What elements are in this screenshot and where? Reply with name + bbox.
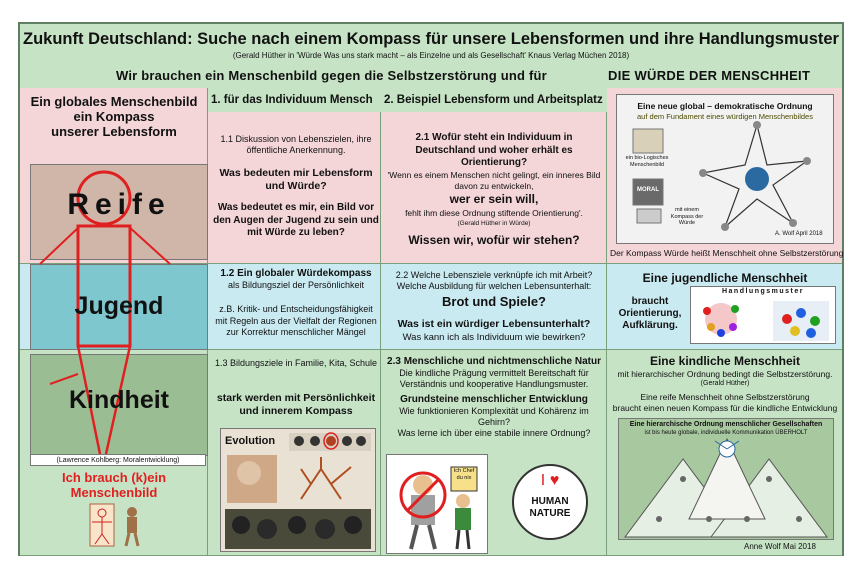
col1-slogan: [20, 470, 208, 500]
badge-line2: NATURE: [529, 508, 571, 519]
tagline-right: DIE WÜRDE DER MENSCHHEIT: [608, 68, 811, 83]
compass-star-illustration: [617, 95, 833, 243]
col3-r2-q1b: Welche Ausbildung für welchen Lebensunterhalt:: [396, 281, 592, 291]
evolution-image: [220, 428, 376, 552]
kohlberg-credit: (Lawrence Kohlberg: Moralentwicklung): [30, 454, 206, 466]
col4-r2-title: Eine jugendliche Menschheit: [642, 271, 808, 285]
col2-r1-sub: 1.1 Diskussion von Lebenszielen, ihre öffentliche Anerkennung.: [220, 134, 372, 155]
hierarchy-diagram: [618, 418, 834, 540]
col1-heading: [20, 94, 208, 139]
evolution-illustration: [221, 429, 375, 551]
col3-r3-q1: Wie funktionieren Komplexität und Kohärenz im Gehirn?: [399, 406, 589, 427]
evolution-label: Evolution: [225, 435, 276, 447]
heart-icon: I ♥: [540, 472, 560, 489]
compass-signature: A. Wolf April 2018: [775, 231, 823, 237]
stage-label-kindheit: Kindheit: [69, 386, 169, 414]
col3-r2-q2: Was ist ein würdiger Lebensunterhalt?: [397, 318, 591, 330]
col3-r1-quote1: 'Wenn es einem Menschen nicht gelingt, ein inneres Bild davon zu entwickeln,: [387, 170, 601, 191]
col1-heading-line3: unserer Lebensform: [51, 124, 177, 139]
col3-r3-heading: 2.3 Menschliche und nichtmenschliche Natur: [387, 356, 601, 367]
col3-r2-q1: 2.2 Welche Lebensziele verknüpfe ich mit Arbeit?: [395, 270, 593, 280]
col3-r3-q2: Was lerne ich über eine stabile innere Ordnung?: [397, 428, 591, 438]
figure-arms: [40, 226, 170, 264]
poster-title: Zukunft Deutschland: Suche nach einem Kompass für unsere Lebensformen und ihre Handlungsmuster: [23, 30, 839, 48]
compass-caption: Der Kompass Würde heißt Menschheit ohne Selbstzerstörung: [610, 248, 844, 258]
col3-r3-text: Die kindliche Prägung vermittelt Bereitschaft für Verständnis und kooperative Handlungsmuster.: [399, 368, 589, 389]
stage-label-jugend: Jugend: [74, 292, 164, 320]
poster-subtitle: (Gerald Hüther in 'Würde Was uns stark macht – als Einzelne und als Gesellschaft' Knaus Verlag Müchen 2018): [232, 51, 630, 60]
col4-r3-text2: Eine reife Menschheit ohne Selbstzerstörung: [640, 392, 810, 402]
tagline-left: Wir brauchen ein Menschenbild gegen die Selbstzerstörung und für: [116, 68, 547, 83]
human-nature-badge: [512, 464, 588, 540]
handlungsmuster-label: Handlungsmuster: [721, 288, 804, 295]
col3-r2-big: Brot und Spiele?: [442, 294, 546, 309]
compass-label-b: mit einem Kompass der Würde: [670, 207, 704, 226]
compass-diagram: [616, 94, 834, 244]
cartoon-sign-text: Ich Chef du nix: [453, 468, 475, 481]
col3-r1-quote3: fehlt ihm diese Ordnung stiftende Orientierung'.: [405, 208, 583, 218]
col3-r1-q2: Wissen wir, wofür wir stehen?: [408, 233, 580, 247]
col2-r1-q2: Was bedeutet es mir, ein Bild vor den Augen der Jugend zu sein und mit Würde zu leben?: [213, 202, 379, 238]
col1-heading-line2: ein Kompass: [73, 109, 155, 124]
col2-r2-text: z.B. Kritik- und Entscheidungsfähigkeit mit Regeln aus der Vielfalt der Regionen zur Korrektur menschlicher Mängel: [215, 304, 377, 337]
slogan-line1: Ich brauch (k)ein: [61, 470, 167, 485]
col2-heading: 1. für das Individuum Mensch: [211, 94, 373, 106]
poster-board: [18, 22, 844, 556]
col3-r1-q: 2.1 Wofür steht ein Individuum in Deutschland und woher erhält es Orientierung?: [415, 132, 573, 168]
col1-heading-line1: Ein globales Menschenbild: [30, 94, 198, 109]
col2-r2-heading: 1.2 Ein globaler Würdekompass: [220, 268, 372, 279]
col3-r1-quote-src: (Gerald Hüther in Würde): [457, 220, 531, 227]
poster-header: [20, 24, 842, 88]
col2-r1-q1: Was bedeuten mir Lebensform und Würde?: [219, 167, 373, 192]
figure-torso: [78, 226, 130, 346]
handlungsmuster-illustration: [691, 297, 835, 343]
col2-r3-text: stark werden mit Persönlichkeit und innerem Kompass: [216, 392, 376, 417]
figure-extra-line: [50, 374, 78, 384]
col3-r1-quote2: wer er sein will,: [449, 192, 539, 206]
hierarchy-title: Eine hierarchische Ordnung menschlicher Gesellschaften: [629, 421, 823, 428]
hierarchy-pyramids: [619, 419, 833, 539]
badge-line1: HUMAN: [531, 496, 569, 507]
handlungsmuster-image: [690, 286, 836, 344]
ich-chef-cartoon: [386, 454, 488, 554]
col3-r2-q3: Was kann ich als Individuum wie bewirken?: [402, 332, 586, 343]
col4-r3-title: Eine kindliche Menschheit: [649, 354, 801, 368]
compass-title: Eine neue global – demokratische Ordnung: [637, 101, 813, 111]
col4-r3-text1: mit hierarchischer Ordnung bedingt die Selbstzerstörung.: [617, 369, 833, 379]
compass-label-a: ein bio-Logisches Menschenbild: [625, 155, 669, 168]
col3-r3-sub: Grundsteine menschlicher Entwicklung: [400, 394, 588, 405]
col4-r2-text: braucht Orientierung, Aufklärung.: [618, 296, 682, 331]
col4-r3-text3: braucht einen neuen Kompass für die kindliche Entwicklung: [612, 403, 838, 413]
col2-r2-sub: als Bildungsziel der Persönlichkeit: [227, 280, 365, 290]
stage-label-reife: Reife: [67, 188, 171, 221]
compass-sub: auf dem Fundament eines würdigen Menschenbildes: [637, 112, 813, 121]
col4-r3-text1-src: (Gerald Hüther): [700, 380, 750, 387]
slogan-line2: Menschenbild: [70, 485, 158, 500]
compass-label-moral: MORAL: [637, 187, 659, 193]
hierarchy-signature: Anne Wolf Mai 2018: [744, 542, 816, 551]
col3-heading: 2. Beispiel Lebensform und Arbeitsplatz: [384, 94, 603, 106]
col2-r3-heading: 1.3 Bildungsziele in Familie, Kita, Schule: [214, 358, 378, 368]
hierarchy-sub: ist bis heute globale, individuelle Kommunikation ÜBERHOLT: [644, 430, 808, 436]
vitruvian-icons: [88, 502, 148, 548]
